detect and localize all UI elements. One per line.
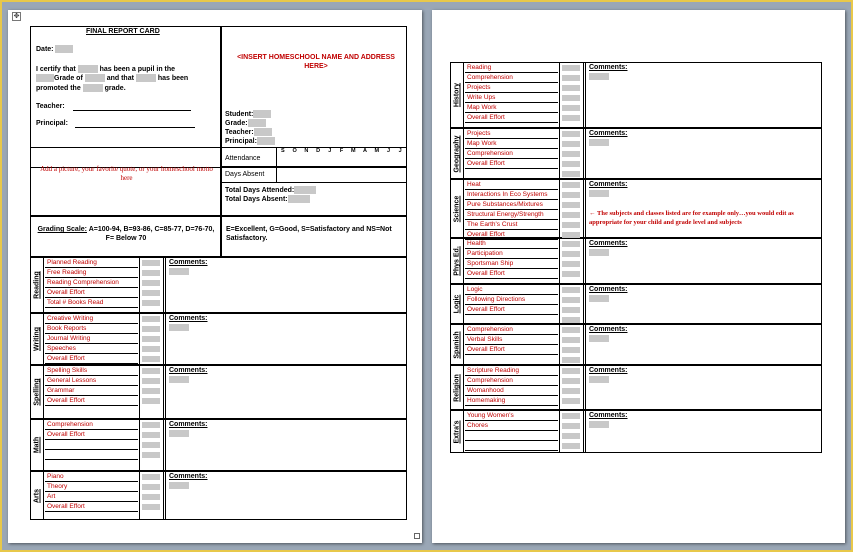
certify-line-1: I certify that has been a pupil in the — [36, 65, 176, 73]
grade-cell[interactable] — [561, 73, 581, 83]
subject-label-box — [451, 325, 464, 364]
subject-item[interactable] — [45, 450, 138, 460]
date-label: Date: — [36, 45, 73, 54]
subject-label: Religion — [453, 373, 461, 402]
subject-item[interactable]: Structural Energy/Strength — [465, 210, 558, 220]
grade-cell[interactable] — [141, 354, 161, 364]
grade-cell[interactable] — [141, 430, 161, 440]
subject-label-box — [31, 472, 44, 519]
grade-cell[interactable] — [561, 431, 581, 441]
subject-item[interactable]: Projects — [465, 129, 558, 139]
subject-item[interactable]: Spelling Skills — [45, 366, 138, 376]
grade-cell[interactable] — [561, 180, 581, 190]
subject-item[interactable]: Overall Effort — [465, 159, 558, 169]
subject-item[interactable]: The Earth's Crust — [465, 220, 558, 230]
grade-cell[interactable] — [561, 220, 581, 230]
student-label: Student: — [225, 110, 271, 119]
subject-label: Reading — [33, 271, 41, 299]
subject-label-box — [31, 420, 44, 470]
subjects-note: ← The subjects and classes listed are for example only…you would edit as appropriate for your child and grade level and subjects — [589, 210, 794, 226]
subject-item[interactable]: Map Work — [465, 139, 558, 149]
comments-label: Comments: — [169, 315, 208, 322]
month-header: F — [339, 148, 344, 154]
grade-cell[interactable] — [561, 149, 581, 159]
certify-line-3: promoted the grade. — [36, 84, 126, 92]
comments-label: Comments: — [589, 326, 628, 333]
grading-key: E=Excellent, G=Good, S=Satisfactory and NS=Not Satisfactory. — [226, 226, 392, 242]
subject-label: Extra's — [453, 419, 461, 444]
subject-item[interactable]: Overall Effort — [465, 305, 558, 315]
subject-item[interactable]: Free Reading — [45, 268, 138, 278]
comments-field[interactable] — [589, 190, 609, 197]
subject-item[interactable]: Heat — [465, 180, 558, 190]
grade-cell[interactable] — [141, 420, 161, 430]
grade-cell[interactable] — [561, 129, 581, 139]
subject-item[interactable]: Grammar — [45, 386, 138, 396]
subject-item[interactable]: Theory — [45, 482, 138, 492]
subject-item[interactable]: Reading Comprehension — [45, 278, 138, 288]
grade-cell[interactable] — [561, 159, 581, 169]
subject-item[interactable]: Overall Effort — [45, 430, 138, 440]
grade-cell[interactable] — [561, 366, 581, 376]
subject-item[interactable]: Chores — [465, 421, 558, 431]
subject-section-math — [30, 419, 407, 471]
grade-cell[interactable] — [561, 355, 581, 365]
grade-cell[interactable] — [141, 450, 161, 460]
subject-section-reading — [30, 257, 407, 313]
subject-item[interactable]: Womanhood — [465, 386, 558, 396]
grade-cell[interactable] — [561, 63, 581, 73]
subject-item[interactable]: Comprehension — [465, 376, 558, 386]
comments-field[interactable] — [589, 335, 609, 342]
subject-item[interactable]: Planned Reading — [45, 258, 138, 268]
grade-cell[interactable] — [561, 411, 581, 421]
table-move-handle-icon[interactable]: ✥ — [13, 13, 20, 20]
subject-item[interactable]: Homemaking — [465, 396, 558, 406]
grade-cell[interactable] — [141, 440, 161, 450]
grade-cell[interactable] — [141, 344, 161, 354]
subject-section-spelling — [30, 365, 407, 419]
grade-cell[interactable] — [561, 113, 581, 123]
subject-item[interactable]: Sportsman Ship — [465, 259, 558, 269]
grade-cell[interactable] — [561, 285, 581, 295]
grade-cell[interactable] — [561, 396, 581, 406]
principal-label: Principal: — [36, 120, 68, 127]
grade-cell[interactable] — [561, 325, 581, 335]
subject-item[interactable]: Overall Effort — [45, 288, 138, 298]
subject-item[interactable]: Overall Effort — [465, 230, 558, 240]
subject-label-box — [31, 314, 44, 364]
subject-section-logic — [450, 284, 822, 324]
comments-field[interactable] — [169, 482, 189, 489]
comments-label: Comments: — [169, 367, 208, 374]
subject-label-box — [451, 129, 464, 178]
month-header: A — [363, 148, 367, 154]
subject-item[interactable]: Health — [465, 239, 558, 249]
grade-cell[interactable] — [141, 314, 161, 324]
subject-item[interactable]: Following Directions — [465, 295, 558, 305]
month-header: D — [316, 148, 321, 154]
grade-cell[interactable] — [561, 335, 581, 345]
grading-scale-box — [30, 216, 221, 257]
subject-section-arts — [30, 471, 407, 520]
resize-handle-icon[interactable] — [414, 533, 420, 539]
grade-cell[interactable] — [141, 502, 161, 512]
subject-label: Geography — [453, 135, 461, 172]
comments-field[interactable] — [169, 376, 189, 383]
subject-label-box — [451, 180, 464, 237]
subject-item[interactable]: Overall Effort — [465, 113, 558, 123]
grade-cell[interactable] — [561, 83, 581, 93]
subject-item[interactable]: Overall Effort — [45, 354, 138, 364]
teacher-signature-line — [73, 110, 191, 111]
grade-cell[interactable] — [141, 366, 161, 376]
subject-label-box — [451, 411, 464, 452]
subject-item[interactable]: Comprehension — [465, 73, 558, 83]
subject-item[interactable]: Verbal Skills — [465, 335, 558, 345]
subject-label: Writing — [33, 327, 41, 351]
month-header: M — [374, 148, 380, 154]
grade-cell[interactable] — [561, 93, 581, 103]
comments-label: Comments: — [589, 64, 628, 71]
grade-cell[interactable] — [561, 441, 581, 451]
subject-section-extras — [450, 410, 822, 453]
grade-cell[interactable] — [141, 258, 161, 268]
subject-item[interactable]: Journal Writing — [45, 334, 138, 344]
grade-cell[interactable] — [141, 396, 161, 406]
month-header: M — [350, 148, 356, 154]
grade-cell[interactable] — [561, 210, 581, 220]
grade-cell[interactable] — [561, 239, 581, 249]
subject-section-geography — [450, 128, 822, 179]
subject-item[interactable]: Scripture Reading — [465, 366, 558, 376]
subject-item[interactable]: Pure Substances/Mixtures — [465, 200, 558, 210]
subject-item[interactable]: Write Ups — [465, 93, 558, 103]
month-header: J — [398, 148, 402, 154]
subject-item[interactable]: Creative Writing — [45, 314, 138, 324]
subject-label-box — [451, 63, 464, 127]
school-name-placeholder[interactable]: <INSERT HOMESCHOOL NAME AND ADDRESS HERE> — [237, 54, 395, 70]
grade-label: Grade: — [225, 119, 266, 128]
subject-label-box — [451, 239, 464, 283]
days-absent-label: Days Absent — [225, 171, 265, 178]
grade-cell[interactable] — [141, 324, 161, 334]
comments-label: Comments: — [169, 473, 208, 480]
principal2-label: Principal: — [225, 137, 275, 146]
grade-cell[interactable] — [141, 298, 161, 308]
comments-field[interactable] — [589, 376, 609, 383]
comments-field[interactable] — [589, 73, 609, 80]
comments-label: Comments: — [169, 421, 208, 428]
month-header: J — [328, 148, 332, 154]
grade-cell[interactable] — [561, 200, 581, 210]
comments-field[interactable] — [169, 268, 189, 275]
subject-label-box — [451, 366, 464, 409]
grade-cell[interactable] — [561, 386, 581, 396]
grade-cell[interactable] — [561, 376, 581, 386]
subject-label: Phys Ed. — [453, 246, 461, 276]
subject-item[interactable]: Participation — [465, 249, 558, 259]
subject-section-religion — [450, 365, 822, 410]
month-header: J — [386, 148, 390, 154]
grade-cell[interactable] — [141, 288, 161, 298]
subject-item[interactable] — [465, 169, 558, 179]
month-header: O — [292, 148, 297, 154]
certify-line-2: Grade of and that has been — [36, 74, 188, 83]
grade-cell[interactable] — [561, 305, 581, 315]
subject-label: Spanish — [453, 330, 461, 359]
grade-cell[interactable] — [561, 421, 581, 431]
subject-item[interactable]: Reading — [465, 63, 558, 73]
subject-section-history — [450, 62, 822, 128]
subject-label: Science — [453, 195, 461, 222]
picture-box — [30, 147, 221, 216]
picture-placeholder[interactable]: Add a picture, your favorite quote, or your homeschool motto here — [40, 165, 213, 182]
subject-item[interactable]: Overall Effort — [45, 396, 138, 406]
grade-cell[interactable] — [141, 482, 161, 492]
grade-cell[interactable] — [561, 190, 581, 200]
subject-item[interactable]: Piano — [45, 472, 138, 482]
subject-item[interactable]: Art — [45, 492, 138, 502]
subject-item[interactable]: Comprehension — [465, 149, 558, 159]
subject-item[interactable]: Young Women's — [465, 411, 558, 421]
subject-label: Math — [33, 436, 41, 454]
grade-cell[interactable] — [561, 259, 581, 269]
month-headers — [277, 148, 406, 155]
comments-field[interactable] — [169, 324, 189, 331]
teacher2-label: Teacher: — [225, 128, 272, 137]
comments-label: Comments: — [589, 240, 628, 247]
grade-cell[interactable] — [561, 295, 581, 305]
page-2 — [432, 10, 845, 543]
subject-section-spanish — [450, 324, 822, 365]
comments-field[interactable] — [589, 249, 609, 256]
grade-cell[interactable] — [561, 249, 581, 259]
comments-label: Comments: — [589, 367, 628, 374]
grade-cell[interactable] — [141, 492, 161, 502]
comments-label: Comments: — [589, 181, 628, 188]
subject-item[interactable]: Overall Effort — [465, 269, 558, 279]
subject-item[interactable] — [465, 355, 558, 365]
grade-cell[interactable] — [141, 472, 161, 482]
comments-label: Comments: — [589, 130, 628, 137]
grading-key-box — [221, 216, 407, 257]
subject-label: History — [453, 82, 461, 108]
page-1 — [8, 10, 422, 543]
subject-item[interactable]: Interactions In Eco Systems — [465, 190, 558, 200]
comments-label: Comments: — [169, 259, 208, 266]
grade-cell[interactable] — [141, 376, 161, 386]
teacher-label: Teacher: — [36, 103, 65, 110]
report-title: FINAL REPORT CARD — [86, 28, 160, 35]
comments-field[interactable] — [589, 139, 609, 146]
subject-item[interactable] — [45, 440, 138, 450]
attendance-box — [221, 147, 407, 216]
subject-item[interactable]: Map Work — [465, 103, 558, 113]
subject-label-box — [451, 285, 464, 323]
subject-item[interactable]: Comprehension — [45, 420, 138, 430]
grade-cell[interactable] — [141, 386, 161, 396]
subject-item[interactable]: Speeches — [45, 344, 138, 354]
subject-item[interactable]: Projects — [465, 83, 558, 93]
subject-item[interactable]: Overall Effort — [45, 502, 138, 512]
month-header: N — [304, 148, 309, 154]
month-header: S — [281, 148, 285, 154]
grade-cell[interactable] — [561, 139, 581, 149]
total-attended-label: Total Days Attended: — [225, 186, 316, 195]
total-absent-label: Total Days Absent: — [225, 195, 310, 204]
subject-label: Spelling — [33, 378, 41, 406]
subject-item[interactable]: Book Reports — [45, 324, 138, 334]
comments-field[interactable] — [589, 421, 609, 428]
principal-signature-line — [75, 127, 195, 128]
subject-label: Arts — [33, 488, 41, 503]
subject-label-box — [31, 258, 44, 312]
subject-label: Logic — [453, 294, 461, 314]
comments-field[interactable] — [589, 295, 609, 302]
grade-cell[interactable] — [141, 334, 161, 344]
grade-cell[interactable] — [141, 268, 161, 278]
grade-cell[interactable] — [561, 169, 581, 179]
comments-field[interactable] — [169, 430, 189, 437]
subject-item[interactable]: Total # Books Read — [45, 298, 138, 308]
subject-item[interactable] — [465, 431, 558, 441]
subject-label-box — [31, 366, 44, 418]
comments-label: Comments: — [589, 286, 628, 293]
subject-item[interactable]: Comprehension — [465, 325, 558, 335]
grade-cell[interactable] — [561, 269, 581, 279]
grade-cell[interactable] — [141, 278, 161, 288]
subject-item[interactable]: Logic — [465, 285, 558, 295]
grade-cell[interactable] — [561, 103, 581, 113]
subject-item[interactable]: General Lessons — [45, 376, 138, 386]
subject-item[interactable] — [465, 441, 558, 451]
subject-section-writing — [30, 313, 407, 365]
attendance-label: Attendance — [225, 155, 261, 162]
grade-cell[interactable] — [561, 345, 581, 355]
subject-section-physed — [450, 238, 822, 284]
comments-label: Comments: — [589, 412, 628, 419]
grading-scale: Grading Scale: A=100-94, B=93-86, C=85-77, D=76-70, F= Below 70 — [37, 226, 215, 242]
subject-item[interactable]: Overall Effort — [465, 345, 558, 355]
